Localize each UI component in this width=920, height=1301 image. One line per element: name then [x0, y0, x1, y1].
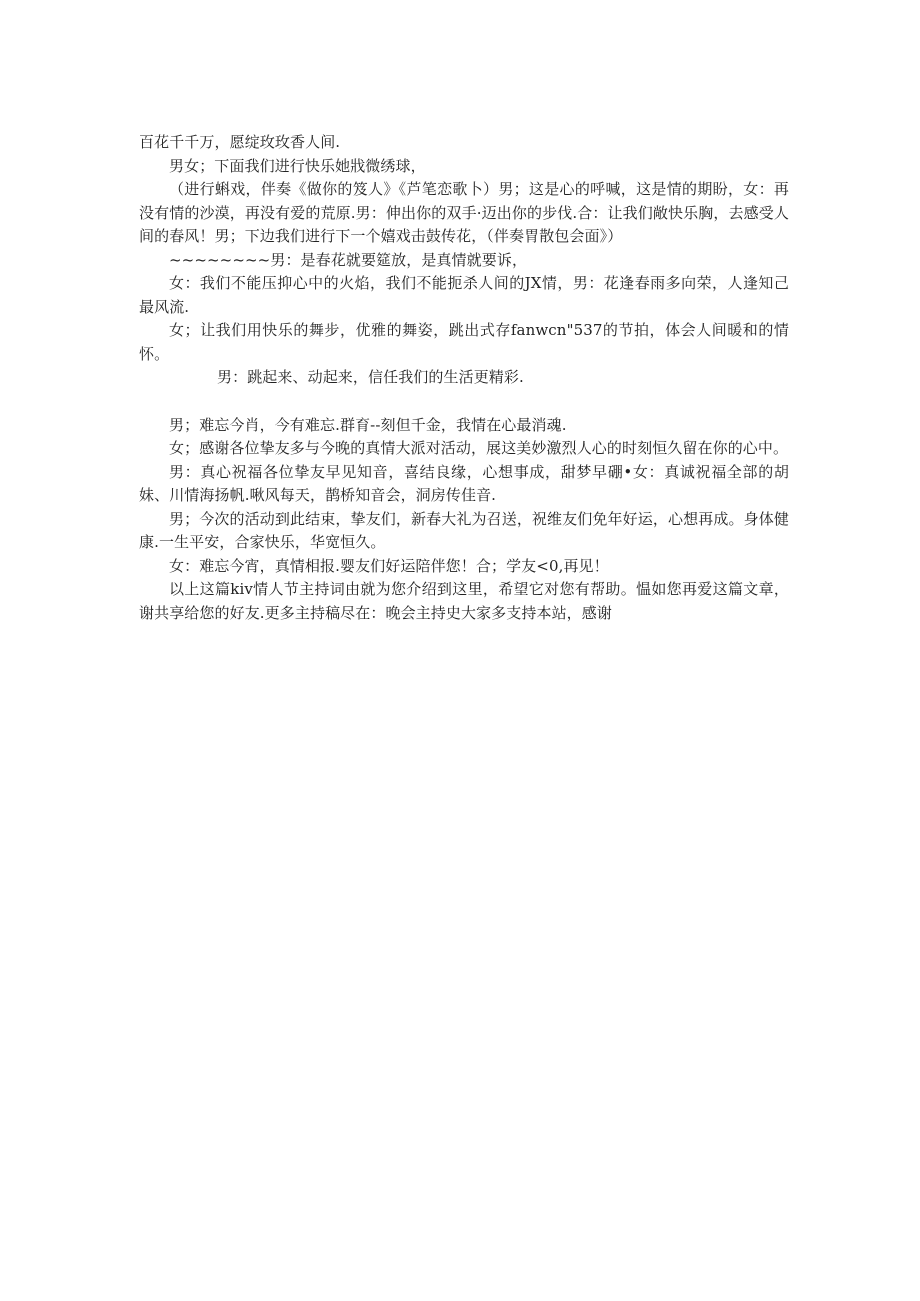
paragraph-6: 女；让我们用快乐的舞步，优雅的舞姿，跳出式存fanwcn"537的节拍，体会人间暖和的情怀。: [139, 321, 789, 363]
paragraph-12: 女：难忘今宵，真情相报.婴友们好运陪伴您！合；学友<0,再见！: [169, 556, 609, 575]
paragraph-10: 男：真心祝福各位挚友早见知音，喜结良缘，心想事成，甜梦早硼•女：真诚祝福全部的胡妹、川情海扬帆.啾风每天，鹊桥知音会，洞房传佳音.: [139, 462, 789, 504]
paragraph-3: （进行蝌戏，伴奏《做你的笈人》《芦笔恋歌卜）男；这是心的呼喊，这是情的期盼，女：再没有情的沙漠，再没有爱的荒原.男：伸出你的双手·迈出你的步伐.合：让我们敞快乐胸，去感受人间的春风！男；下边我们进行下一个嬉戏击鼓传花，（伴奏胃散包会面》）: [139, 180, 789, 245]
paragraph-9: 女；感谢各位挚友多与今晚的真情大派对活动，展这美妙激烈人心的时刻恒久留在你的心中。: [169, 439, 789, 457]
paragraph-1: 百花千千万，愿绽玫玫香人间.: [139, 133, 341, 151]
paragraph-13: 以上这篇kiv情人节主持词由就为您介绍到这里，希望它对您有帮助。愠如您再爱这篇文章，谢共享给您的好友.更多主持稿尽在：晚会主持史大家多支持本站，感谢: [139, 580, 789, 622]
paragraph-2: 男女；下面我们进行快乐她戕微绣球，: [169, 156, 426, 175]
paragraph-5: 女：我们不能压抑心中的火焰，我们不能扼杀人间的JX情，男：花逢春雨多向荣，人逢知己最风流.: [139, 274, 789, 316]
paragraph-8: 男；难忘今肖，今有难忘.群育--刻但千金，我情在心最消魂.: [169, 415, 567, 434]
paragraph-11: 男；今次的活动到此结束，挚友们，新春大礼为召送，祝维友们免年好运，心想再成。身体健康.一生平安，合家快乐，华宽恒久。: [139, 509, 789, 551]
paragraph-4: ~~~~~~~~男：是春花就要筵放，是真情就要诉，: [169, 250, 528, 269]
paragraph-gap: [139, 390, 789, 414]
document-body: [139, 131, 789, 625]
paragraph-7: 男：跳起来、动起来，信任我们的生活更精彩.: [217, 368, 524, 386]
